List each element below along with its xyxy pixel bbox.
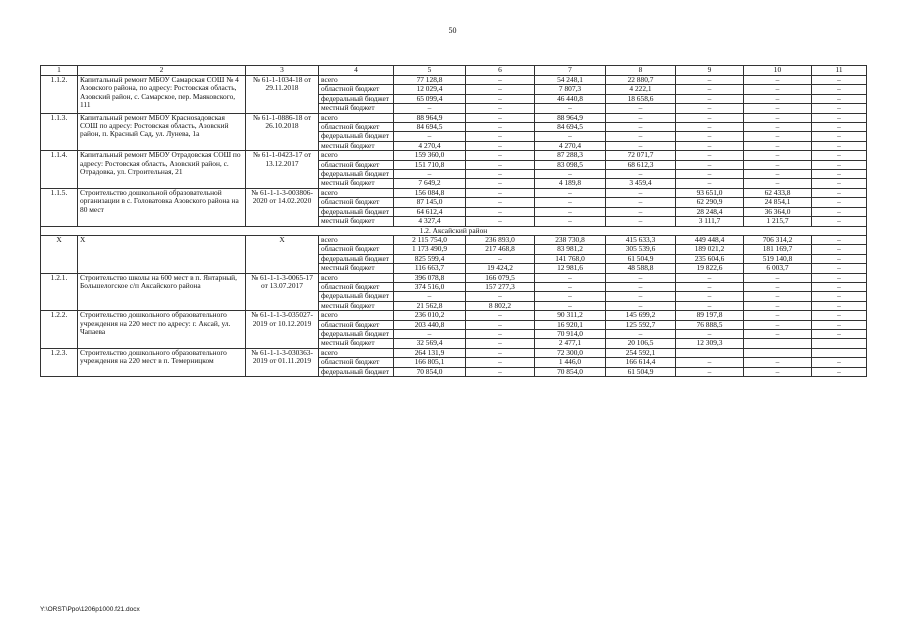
amount-cell: 264 131,9	[394, 348, 466, 357]
item-number: 1.1.5.	[41, 188, 78, 226]
amount-cell: 151 710,8	[394, 160, 466, 169]
amount-cell: –	[676, 132, 744, 141]
amount-cell: 254 592,1	[606, 348, 676, 357]
amount-cell: –	[744, 170, 812, 179]
amount-cell: –	[606, 282, 676, 291]
amount-cell: 825 599,4	[394, 254, 466, 263]
amount-cell: –	[466, 123, 535, 132]
amount-cell: –	[606, 301, 676, 310]
funding-source: всего	[319, 76, 394, 85]
amount-cell: –	[466, 254, 535, 263]
amount-cell: –	[394, 132, 466, 141]
amount-cell	[812, 339, 867, 348]
amount-cell: –	[744, 151, 812, 160]
amount-cell: 83 098,5	[535, 160, 606, 169]
funding-source: местный бюджет	[319, 141, 394, 150]
amount-cell: –	[466, 367, 535, 376]
object-name: Капитальный ремонт МБОУ Краснosадовская СОШ по адресу: Ростовская область, Азовский район, п. Красный Сад, ул. Лунева, 1а	[78, 113, 246, 151]
amount-cell: –	[676, 76, 744, 85]
funding-source: всего	[319, 235, 394, 244]
amount-cell: –	[466, 170, 535, 179]
object-name: Строительство школы на 600 мест в п. Янтарный, Большелогское с/п Аксайского района	[78, 273, 246, 311]
amount-cell: –	[812, 198, 867, 207]
amount-cell: –	[466, 151, 535, 160]
amount-cell: 70 854,0	[394, 367, 466, 376]
funding-source: федеральный бюджет	[319, 94, 394, 103]
funding-source: всего	[319, 151, 394, 160]
amount-cell: 203 440,8	[394, 320, 466, 329]
amount-cell: 12 029,4	[394, 85, 466, 94]
amount-cell: –	[676, 104, 744, 113]
amount-cell: –	[535, 217, 606, 226]
amount-cell: –	[744, 311, 812, 320]
object-name: Строительство дошкольной образовательной организации в с. Головатовка Азовского района на 80 мест	[78, 188, 246, 226]
funding-source: местный бюджет	[319, 264, 394, 273]
amount-cell: –	[394, 329, 466, 338]
amount-cell: –	[606, 170, 676, 179]
amount-cell: –	[744, 123, 812, 132]
amount-cell: 77 128,8	[394, 76, 466, 85]
amount-cell: –	[812, 273, 867, 282]
amount-cell: –	[744, 160, 812, 169]
budget-table	[40, 65, 867, 377]
amount-cell: –	[535, 301, 606, 310]
amount-cell: 236 893,0	[466, 235, 535, 244]
amount-cell: –	[812, 141, 867, 150]
amount-cell: –	[606, 207, 676, 216]
amount-cell: –	[812, 151, 867, 160]
amount-cell: 62 433,8	[744, 188, 812, 197]
amount-cell: –	[535, 292, 606, 301]
amount-cell: –	[676, 358, 744, 367]
amount-cell: –	[676, 329, 744, 338]
amount-cell: –	[744, 76, 812, 85]
column-number: 8	[606, 66, 676, 76]
amount-cell: –	[676, 292, 744, 301]
amount-cell: 84 694,5	[535, 123, 606, 132]
amount-cell: –	[744, 329, 812, 338]
amount-cell: 235 604,6	[676, 254, 744, 263]
funding-source: федеральный бюджет	[319, 367, 394, 376]
item-number: 1.1.3.	[41, 113, 78, 151]
amount-cell: 61 504,9	[606, 254, 676, 263]
amount-cell: –	[466, 320, 535, 329]
amount-cell: 3 111,7	[676, 217, 744, 226]
amount-cell: –	[606, 329, 676, 338]
amount-cell: –	[744, 132, 812, 141]
amount-cell: –	[466, 85, 535, 94]
object-name: Строительство дошкольного образовательного учреждения на 220 мест по адресу: г. Аксай, ул. Чапаева	[78, 311, 246, 349]
amount-cell: –	[394, 170, 466, 179]
amount-cell: –	[812, 85, 867, 94]
amount-cell: 83 981,2	[535, 245, 606, 254]
amount-cell: –	[676, 273, 744, 282]
item-number: 1.2.3.	[41, 348, 78, 376]
amount-cell: –	[812, 292, 867, 301]
column-number: 3	[246, 66, 319, 76]
amount-cell: –	[812, 179, 867, 188]
amount-cell: –	[812, 358, 867, 367]
funding-source: федеральный бюджет	[319, 329, 394, 338]
funding-source: областной бюджет	[319, 245, 394, 254]
amount-cell: 19 424,2	[466, 264, 535, 273]
funding-source: местный бюджет	[319, 104, 394, 113]
amount-cell	[676, 348, 744, 357]
amount-cell: 4 270,4	[394, 141, 466, 150]
amount-cell: –	[812, 170, 867, 179]
amount-cell: –	[535, 207, 606, 216]
section-row	[41, 226, 867, 235]
amount-cell: –	[535, 132, 606, 141]
column-number: 1	[41, 66, 78, 76]
funding-source: областной бюджет	[319, 123, 394, 132]
funding-source: федеральный бюджет	[319, 292, 394, 301]
amount-cell: –	[676, 113, 744, 122]
amount-cell: –	[812, 94, 867, 103]
expertise-doc: № 61-1-1034-18 от 29.11.2018	[246, 76, 319, 114]
object-name: Х	[78, 235, 246, 273]
amount-cell: –	[676, 301, 744, 310]
amount-cell: 2 115 754,0	[394, 235, 466, 244]
amount-cell: –	[606, 104, 676, 113]
funding-source: областной бюджет	[319, 358, 394, 367]
amount-cell: –	[606, 292, 676, 301]
amount-cell: 88 964,9	[535, 113, 606, 122]
amount-cell: –	[812, 245, 867, 254]
amount-cell: 24 854,1	[744, 198, 812, 207]
amount-cell: –	[812, 113, 867, 122]
file-path-footer: Y:\ORST\Ppo\1206p1000.f21.docx	[40, 606, 140, 613]
amount-cell: 93 651,0	[676, 188, 744, 197]
expertise-doc: № 61-1-0423-17 от 13.12.2017	[246, 151, 319, 189]
amount-cell: –	[466, 198, 535, 207]
amount-cell: 166 614,4	[606, 358, 676, 367]
amount-cell: –	[466, 76, 535, 85]
funding-source: областной бюджет	[319, 85, 394, 94]
amount-cell: 72 300,0	[535, 348, 606, 357]
funding-source: всего	[319, 348, 394, 357]
amount-cell: 145 699,2	[606, 311, 676, 320]
amount-cell: –	[676, 282, 744, 291]
amount-cell: 706 314,2	[744, 235, 812, 244]
funding-source: областной бюджет	[319, 160, 394, 169]
amount-cell: –	[812, 188, 867, 197]
funding-source: местный бюджет	[319, 301, 394, 310]
amount-cell: –	[466, 94, 535, 103]
amount-cell: 3 459,4	[606, 179, 676, 188]
amount-cell: 64 612,4	[394, 207, 466, 216]
object-name: Капитальный ремонт МБОУ Отрадовская СОШ по адресу: Ростовская область, Азовский район, с. Отрадовка, ул. Строительная, 21	[78, 151, 246, 189]
funding-source: федеральный бюджет	[319, 132, 394, 141]
amount-cell: –	[812, 329, 867, 338]
amount-cell: –	[535, 273, 606, 282]
column-number: 2	[78, 66, 246, 76]
amount-cell: 181 169,7	[744, 245, 812, 254]
amount-cell: 32 569,4	[394, 339, 466, 348]
amount-cell: –	[466, 329, 535, 338]
column-number: 9	[676, 66, 744, 76]
amount-cell: 36 364,0	[744, 207, 812, 216]
funding-source: всего	[319, 311, 394, 320]
amount-cell: –	[812, 320, 867, 329]
funding-source: местный бюджет	[319, 179, 394, 188]
amount-cell	[812, 348, 867, 357]
item-number: 1.1.2.	[41, 76, 78, 114]
amount-cell: 84 694,5	[394, 123, 466, 132]
amount-cell: –	[466, 113, 535, 122]
amount-cell: –	[466, 141, 535, 150]
amount-cell: 415 633,3	[606, 235, 676, 244]
item-number: 1.2.2.	[41, 311, 78, 349]
expertise-doc: № 61-1-0886-18 от 26.10.2018	[246, 113, 319, 151]
amount-cell: –	[676, 151, 744, 160]
table-row	[41, 151, 867, 160]
amount-cell: 4 270,4	[535, 141, 606, 150]
funding-source: всего	[319, 113, 394, 122]
amount-cell: –	[676, 170, 744, 179]
amount-cell: 1 446,0	[535, 358, 606, 367]
amount-cell: 7 807,3	[535, 85, 606, 94]
amount-cell: –	[812, 104, 867, 113]
amount-cell: –	[812, 254, 867, 263]
amount-cell: –	[812, 367, 867, 376]
amount-cell: –	[466, 348, 535, 357]
amount-cell: 157 277,3	[466, 282, 535, 291]
expertise-doc: № 61-1-1-3-035027-2019 от 10.12.2019	[246, 311, 319, 349]
amount-cell: 4 327,4	[394, 217, 466, 226]
amount-cell: 166 079,5	[466, 273, 535, 282]
amount-cell: 62 290,9	[676, 198, 744, 207]
amount-cell: 88 964,9	[394, 113, 466, 122]
amount-cell: 166 805,1	[394, 358, 466, 367]
amount-cell: 70 854,0	[535, 367, 606, 376]
amount-cell: 7 649,2	[394, 179, 466, 188]
amount-cell: –	[812, 301, 867, 310]
column-number: 10	[744, 66, 812, 76]
amount-cell: 21 562,8	[394, 301, 466, 310]
amount-cell: –	[535, 198, 606, 207]
amount-cell: –	[466, 132, 535, 141]
amount-cell: 6 003,7	[744, 264, 812, 273]
amount-cell: –	[466, 358, 535, 367]
amount-cell: 48 588,8	[606, 264, 676, 273]
amount-cell: 72 071,7	[606, 151, 676, 160]
amount-cell: 519 140,8	[744, 254, 812, 263]
amount-cell: 2 477,1	[535, 339, 606, 348]
amount-cell: –	[394, 104, 466, 113]
amount-cell: 16 920,1	[535, 320, 606, 329]
amount-cell: –	[676, 141, 744, 150]
amount-cell: –	[812, 217, 867, 226]
expertise-doc: № 61-1-1-3-003806-2020 от 14.02.2020	[246, 188, 319, 226]
funding-source: областной бюджет	[319, 320, 394, 329]
expertise-doc: № 61-1-1-3-030363-2019 от 01.11.2019	[246, 348, 319, 376]
funding-source: областной бюджет	[319, 198, 394, 207]
amount-cell: –	[744, 358, 812, 367]
amount-cell: 116 663,7	[394, 264, 466, 273]
amount-cell: 374 516,0	[394, 282, 466, 291]
amount-cell: 125 592,7	[606, 320, 676, 329]
amount-cell: 236 010,2	[394, 311, 466, 320]
amount-cell: –	[606, 217, 676, 226]
amount-cell: 238 730,8	[535, 235, 606, 244]
amount-cell: 12 309,3	[676, 339, 744, 348]
amount-cell: –	[744, 367, 812, 376]
item-number: Х	[41, 235, 78, 273]
amount-cell: –	[812, 123, 867, 132]
funding-source: всего	[319, 188, 394, 197]
table-row	[41, 113, 867, 122]
amount-cell: –	[466, 179, 535, 188]
amount-cell: 141 768,0	[535, 254, 606, 263]
amount-cell: –	[606, 123, 676, 132]
amount-cell: –	[676, 123, 744, 132]
amount-cell: 305 539,6	[606, 245, 676, 254]
amount-cell: 8 802,2	[466, 301, 535, 310]
amount-cell: –	[676, 85, 744, 94]
amount-cell: –	[466, 339, 535, 348]
funding-source: федеральный бюджет	[319, 207, 394, 216]
funding-source: всего	[319, 273, 394, 282]
amount-cell: –	[744, 94, 812, 103]
amount-cell: 19 822,6	[676, 264, 744, 273]
amount-cell: 87 288,3	[535, 151, 606, 160]
funding-source: местный бюджет	[319, 339, 394, 348]
amount-cell: –	[466, 217, 535, 226]
amount-cell: –	[535, 170, 606, 179]
amount-cell: 61 504,9	[606, 367, 676, 376]
amount-cell: 156 084,8	[394, 188, 466, 197]
amount-cell: –	[812, 76, 867, 85]
amount-cell: –	[744, 113, 812, 122]
column-number: 4	[319, 66, 394, 76]
amount-cell: –	[744, 179, 812, 188]
item-number: 1.2.1.	[41, 273, 78, 311]
amount-cell: 87 145,0	[394, 198, 466, 207]
table-row	[41, 235, 867, 244]
amount-cell: –	[676, 94, 744, 103]
amount-cell: –	[466, 207, 535, 216]
amount-cell: –	[812, 132, 867, 141]
amount-cell: 89 197,8	[676, 311, 744, 320]
amount-cell: –	[394, 292, 466, 301]
amount-cell: –	[676, 160, 744, 169]
amount-cell: 54 248,1	[535, 76, 606, 85]
amount-cell: 159 360,0	[394, 151, 466, 160]
amount-cell: –	[676, 179, 744, 188]
amount-cell	[744, 339, 812, 348]
amount-cell: –	[606, 113, 676, 122]
amount-cell: –	[676, 367, 744, 376]
amount-cell: –	[812, 282, 867, 291]
amount-cell: 217 468,8	[466, 245, 535, 254]
amount-cell: –	[606, 188, 676, 197]
amount-cell: –	[466, 292, 535, 301]
amount-cell: 65 099,4	[394, 94, 466, 103]
amount-cell: –	[744, 85, 812, 94]
table-row	[41, 311, 867, 320]
amount-cell: 22 880,7	[606, 76, 676, 85]
amount-cell: –	[466, 188, 535, 197]
table-row	[41, 273, 867, 282]
amount-cell: 68 612,3	[606, 160, 676, 169]
funding-source: федеральный бюджет	[319, 254, 394, 263]
amount-cell: 76 888,5	[676, 320, 744, 329]
amount-cell: 28 248,4	[676, 207, 744, 216]
amount-cell: –	[744, 292, 812, 301]
column-number: 7	[535, 66, 606, 76]
column-number: 11	[812, 66, 867, 76]
funding-source: областной бюджет	[319, 282, 394, 291]
amount-cell: –	[466, 311, 535, 320]
amount-cell: –	[606, 273, 676, 282]
amount-cell: 449 448,4	[676, 235, 744, 244]
amount-cell: –	[606, 132, 676, 141]
table-row	[41, 188, 867, 197]
item-number: 1.1.4.	[41, 151, 78, 189]
object-name: Строительство дошкольного образовательного учреждения на 220 мест в п. Темерницком	[78, 348, 246, 376]
amount-cell: –	[466, 160, 535, 169]
page-number: 50	[448, 26, 457, 35]
table-row	[41, 76, 867, 85]
amount-cell: –	[812, 235, 867, 244]
amount-cell: –	[744, 141, 812, 150]
amount-cell: 18 658,6	[606, 94, 676, 103]
amount-cell: –	[535, 104, 606, 113]
amount-cell: 90 311,2	[535, 311, 606, 320]
expertise-doc: Х	[246, 235, 319, 273]
amount-cell: –	[606, 198, 676, 207]
amount-cell: –	[744, 301, 812, 310]
amount-cell: 12 981,6	[535, 264, 606, 273]
amount-cell: 4 222,1	[606, 85, 676, 94]
amount-cell	[744, 348, 812, 357]
amount-cell: –	[744, 273, 812, 282]
amount-cell: –	[744, 320, 812, 329]
amount-cell: –	[744, 282, 812, 291]
amount-cell: –	[812, 311, 867, 320]
amount-cell: 46 440,8	[535, 94, 606, 103]
amount-cell: –	[812, 207, 867, 216]
amount-cell: 396 078,8	[394, 273, 466, 282]
funding-source: федеральный бюджет	[319, 170, 394, 179]
amount-cell: –	[812, 160, 867, 169]
amount-cell: –	[535, 188, 606, 197]
column-number: 5	[394, 66, 466, 76]
amount-cell: –	[606, 141, 676, 150]
amount-cell: 70 914,0	[535, 329, 606, 338]
amount-cell: 4 189,8	[535, 179, 606, 188]
amount-cell: 20 106,5	[606, 339, 676, 348]
amount-cell: –	[744, 104, 812, 113]
amount-cell: –	[535, 282, 606, 291]
expertise-doc: № 61-1-1-3-0065-17 от 13.07.2017	[246, 273, 319, 311]
amount-cell: –	[812, 264, 867, 273]
column-number-row	[41, 66, 867, 76]
column-number: 6	[466, 66, 535, 76]
amount-cell: –	[466, 104, 535, 113]
table-row	[41, 348, 867, 357]
amount-cell: 1 215,7	[744, 217, 812, 226]
section-title: 1.2. Аксайский район	[41, 226, 867, 235]
amount-cell: 189 021,2	[676, 245, 744, 254]
amount-cell: 1 173 490,9	[394, 245, 466, 254]
funding-source: местный бюджет	[319, 217, 394, 226]
object-name: Капитальный ремонт МБОУ Самарская СОШ № 4 Азовского района, по адресу: Ростовская область, Азовский район, с. Самарское, пер. Маяковского, 111	[78, 76, 246, 114]
